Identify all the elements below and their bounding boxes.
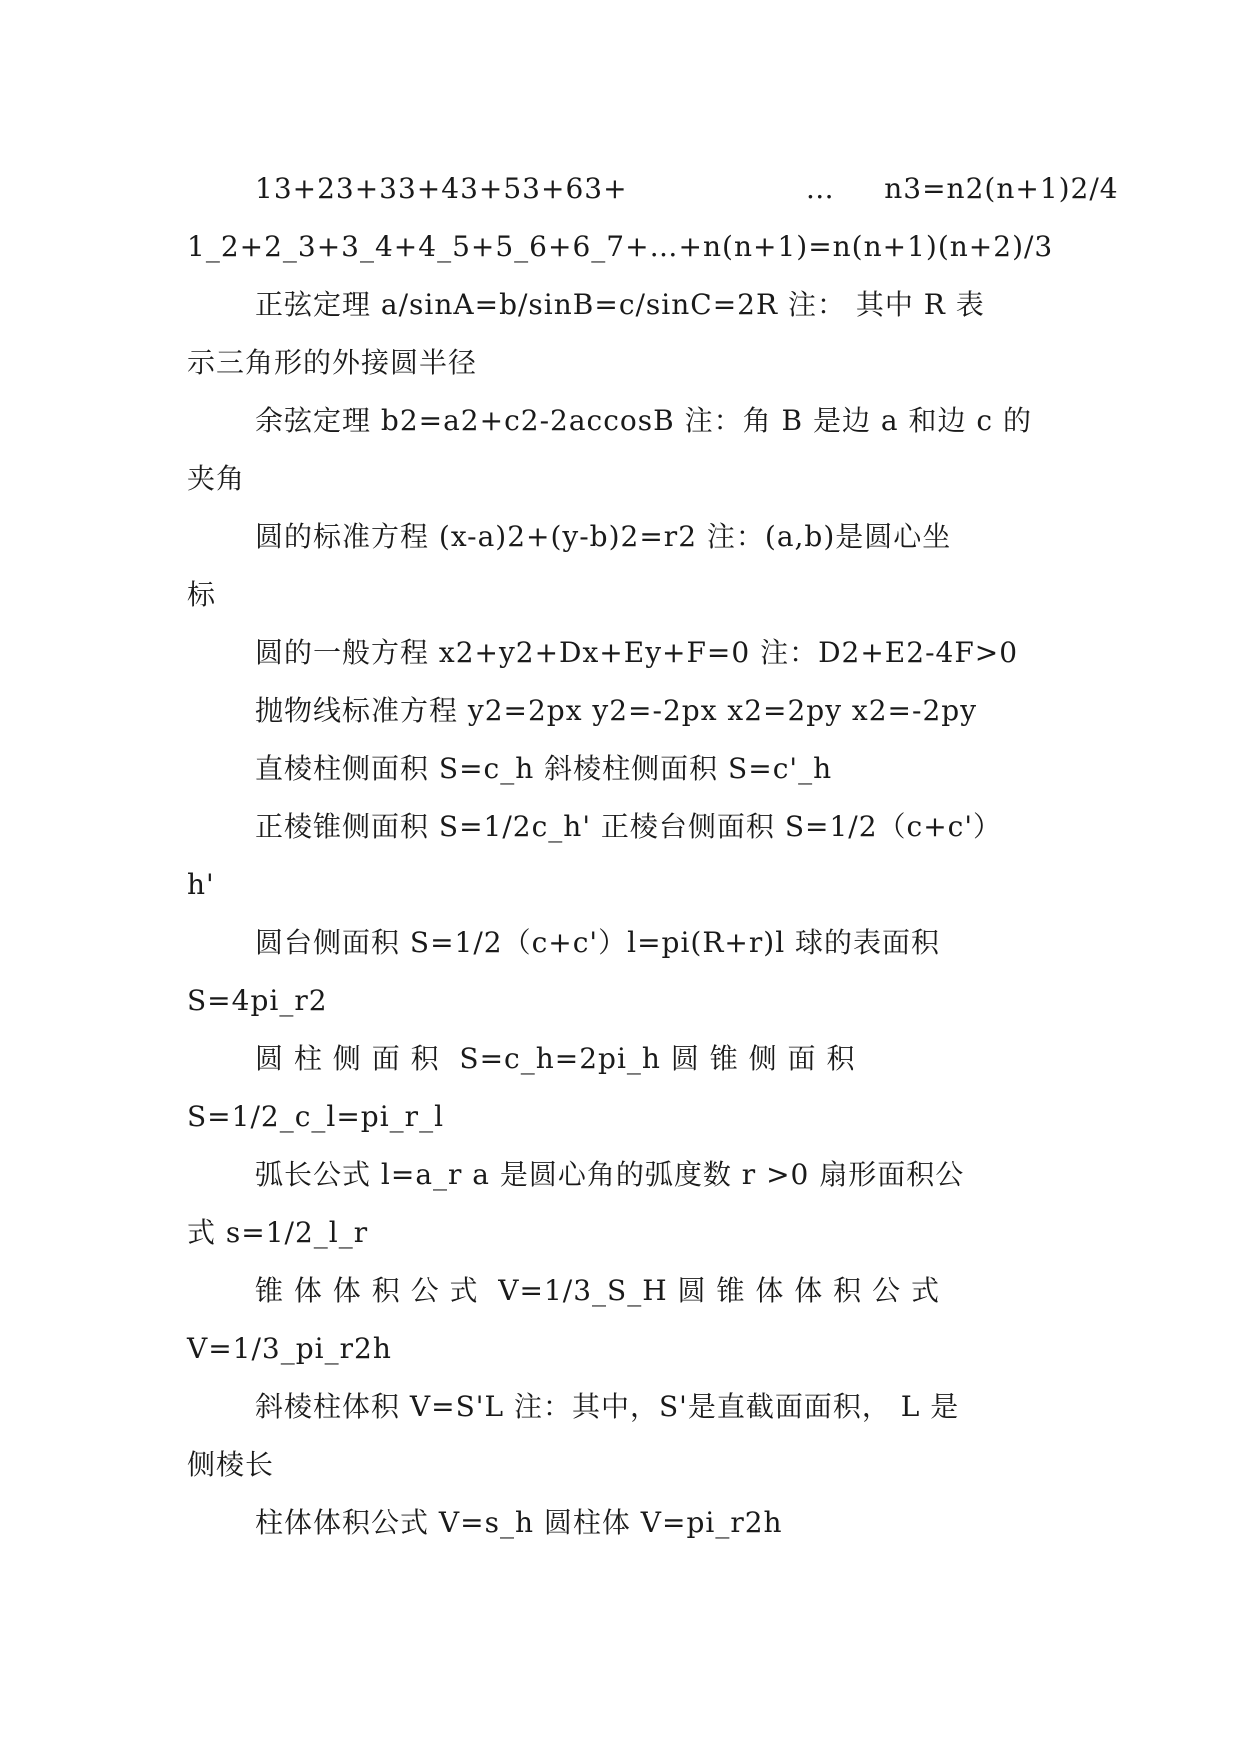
cylinder-volume: 柱体体积公式 V=s_h 圆柱体 V=pi_r2h: [255, 1506, 783, 1539]
pyramid-lateral-area-line-2: h': [187, 868, 215, 901]
cone-volume-line-1: 锥 体 体 积 公 式 V=1/3_S_H 圆 锥 体 体 积 公 式: [255, 1274, 940, 1307]
cone-volume-line-2: V=1/3_pi_r2h: [187, 1332, 392, 1365]
frustum-sphere-area-line-2: S=4pi_r2: [187, 984, 328, 1017]
cylinder-cone-area-line-1: 圆 柱 侧 面 积 S=c_h=2pi_h 圆 锥 侧 面 积: [255, 1042, 856, 1075]
circle-standard-eq-line-2: 标: [187, 578, 217, 611]
oblique-prism-volume-line-1: 斜棱柱体积 V=S'L 注：其中，S'是直截面面积， L 是: [255, 1390, 960, 1423]
formula-consecutive-products: 1_2+2_3+3_4+4_5+5_6+6_7+…+n(n+1)=n(n+1)(n+2)/3: [187, 230, 1054, 263]
law-of-cosines-line-2: 夹角: [187, 462, 246, 495]
parabola-standard-eq: 抛物线标准方程 y2=2px y2=-2px x2=2py x2=-2py: [255, 694, 978, 727]
circle-standard-eq-line-1: 圆的标准方程 (x-a)2+(y-b)2=r2 注：(a,b)是圆心坐: [255, 520, 952, 553]
law-of-sines-line-2: 示三角形的外接圆半径: [187, 346, 478, 379]
frustum-sphere-area-line-1: 圆台侧面积 S=1/2（c+c'）l=pi(R+r)l 球的表面积: [255, 926, 941, 959]
circle-general-eq: 圆的一般方程 x2+y2+Dx+Ey+F=0 注：D2+E2-4F>0: [255, 636, 1019, 669]
formula-sum-of-cubes: 13+23+33+43+53+63+ … n3=n2(n+1)2/4: [255, 172, 1119, 205]
cylinder-cone-area-line-2: S=1/2_c_l=pi_r_l: [187, 1100, 445, 1133]
document-body: [187, 160, 1119, 1552]
oblique-prism-volume-line-2: 侧棱长: [187, 1448, 275, 1481]
law-of-sines-line-1: 正弦定理 a/sinA=b/sinB=c/sinC=2R 注： 其中 R 表: [255, 288, 985, 321]
pyramid-lateral-area-line-1: 正棱锥侧面积 S=1/2c_h' 正棱台侧面积 S=1/2（c+c'）: [255, 810, 1003, 843]
law-of-cosines-line-1: 余弦定理 b2=a2+c2-2accosB 注：角 B 是边 a 和边 c 的: [255, 404, 1032, 437]
prism-lateral-area: 直棱柱侧面积 S=c_h 斜棱柱侧面积 S=c'_h: [255, 752, 833, 785]
arc-length-line-2: 式 s=1/2_l_r: [187, 1216, 369, 1249]
arc-length-line-1: 弧长公式 l=a_r a 是圆心角的弧度数 r >0 扇形面积公: [255, 1158, 965, 1191]
